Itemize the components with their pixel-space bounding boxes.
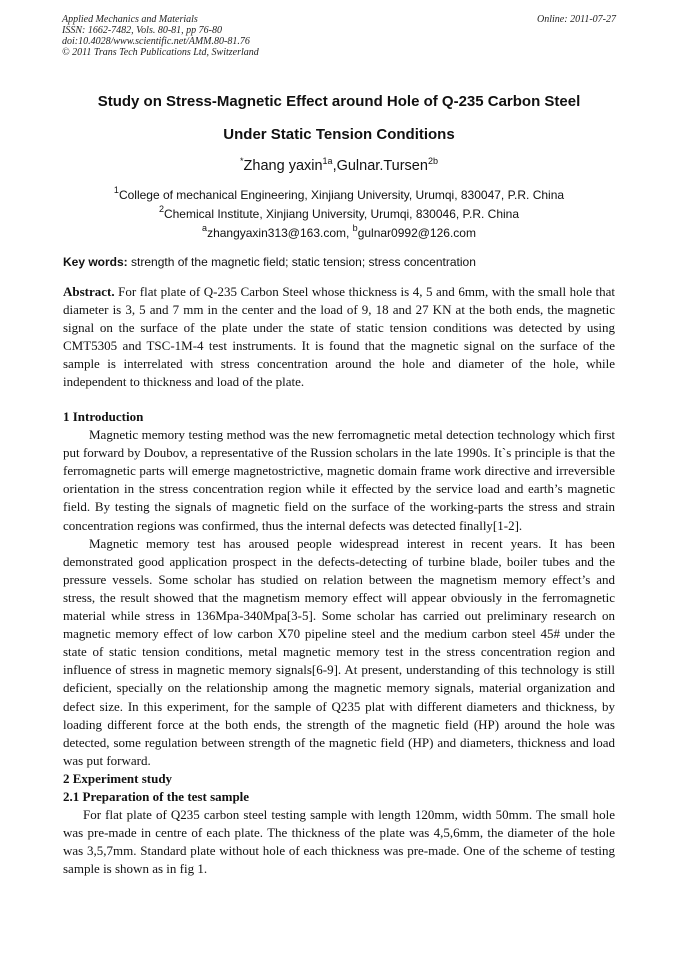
intro-paragraph-1: Magnetic memory testing method was the new ferromagnetic metal detection technology which first put forward by Doubov, a representative of the Russion scholars in the late 1990s. It`s principle is that the ferromagnetic parts will emerge magnetostrictive, magnetic domain frame work directive and irreversible orientation in the stress concentration region while it effected by the service load and earth’s magnetic field. By testing the signals of magnetic field on the surface of the working-parts the stress and strain concentration regions was confirmed, thus the internal defects was detected finally[1-2]. xyxy=(63,427,615,533)
email-a-mark: a xyxy=(202,223,208,233)
keywords-label: Key words: xyxy=(63,255,128,269)
author-emails xyxy=(40,223,638,240)
preparation-paragraph: For flat plate of Q235 carbon steel testing sample with length 120mm, width 50mm. The small hole was pre-made in centre of each plate. The thickness of the plate was 4,5,6mm, the diameter of the hole was 3,5,7mm. Standard plate without hole of each thickness was pre-made. One of the scheme of testing sample is shown as in fig 1. xyxy=(63,807,615,877)
section-heading-experiment: 2 Experiment study xyxy=(63,770,173,786)
keywords xyxy=(63,255,615,269)
affiliation-1-mark: 1 xyxy=(113,185,119,195)
affiliation-1 xyxy=(40,185,638,202)
abstract-label: Abstract. xyxy=(63,284,115,299)
journal-header xyxy=(62,14,616,58)
email-b: gulnar0992@126.com xyxy=(357,226,476,240)
journal-name: Applied Mechanics and Materials xyxy=(62,14,198,25)
paper-title-line-2: Under Static Tension Conditions xyxy=(223,126,455,143)
affiliation-2-mark: 2 xyxy=(158,204,164,214)
author-2-affiliation-mark: 2b xyxy=(427,156,438,166)
author-2-name: Gulnar.Tursen xyxy=(336,158,428,174)
email-b-mark: b xyxy=(352,223,358,233)
abstract-text: For flat plate of Q-235 Carbon Steel whose thickness is 4, 5 and 6mm, with the small hole that diameter is 3, 5 and 7 mm in the center and the load of 9, 18 and 27 KN at the both ends, the magnetic signal on the surface of the plate under the state of static tension conditions was detected by using CMT5305 and TSC-1M-4 test instruments. It is found that the magnetic signal on the surface of the sample is interrelated with stress concentration around the hole and diameter of the hole, while independent to thickness and load of the plate. xyxy=(63,284,615,390)
author-list xyxy=(40,158,638,174)
online-date: Online: 2011-07-27 xyxy=(537,14,616,25)
main-body xyxy=(63,408,615,878)
keywords-text: strength of the magnetic field; static tension; stress concentration xyxy=(127,255,476,269)
author-1-affiliation-mark: 1a xyxy=(322,156,333,166)
abstract xyxy=(63,283,615,392)
issn-line: ISSN: 1662-7482, Vols. 80-81, pp 76-80 xyxy=(62,25,222,36)
subsection-heading-preparation: 2.1 Preparation of the test sample xyxy=(63,788,250,804)
intro-paragraph-2: Magnetic memory test has aroused people widespread interest in recent years. It has been demonstrated good application prospect in the defects-detecting of turbine blade, boiler tubes and the pressure vessels. Some scholar has studied on relation between the magnetism memory effect’s and stress, the result showed that the magnetism memory effect will appear obviously in the ferromagnetic material while stress in 136Mpa-340Mpa[3-5]. Some scholar has carried out preliminary research on magnetic memory effect of low carbon X70 pipeline steel and the medium carbon steel 45# under the state of static tension conditions, metal magnetic memory test in the stress concentration region and influence of stress in magnetic memory signals[6-9]. At present, understanding of this technology is still deficient, specially on the relationship among the magnetic memory signals, material organization and defect size. In this experiment, for the sample of Q235 plat with different diameters and thickness, by loading different force at the both ends, the strength of the magnetic field (HP) around the hole was detected, some regulation between strength of the magnetic field (HP) and diameters, thickness and load was put forward. xyxy=(63,535,615,768)
doi-line: doi:10.4028/www.scientific.net/AMM.80-81.76 xyxy=(62,36,250,47)
email-a: zhangyaxin313@163.com, xyxy=(207,226,353,240)
author-separator: , xyxy=(332,158,337,174)
corresponding-author-mark: * xyxy=(240,156,244,166)
affiliation-1-text: College of mechanical Engineering, Xinjiang University, Urumqi, 830047, P.R. China xyxy=(118,188,565,202)
author-1-name: Zhang yaxin xyxy=(243,158,323,174)
affiliation-2-text: Chemical Institute, Xinjiang University, Urumqi, 830046, P.R. China xyxy=(163,207,520,221)
affiliation-2 xyxy=(40,204,638,221)
section-heading-introduction: 1 Introduction xyxy=(63,409,144,424)
copyright-line: © 2011 Trans Tech Publications Ltd, Switzerland xyxy=(62,47,259,58)
paper-title-line-1: Study on Stress-Magnetic Effect around Hole of Q-235 Carbon Steel xyxy=(97,93,581,110)
